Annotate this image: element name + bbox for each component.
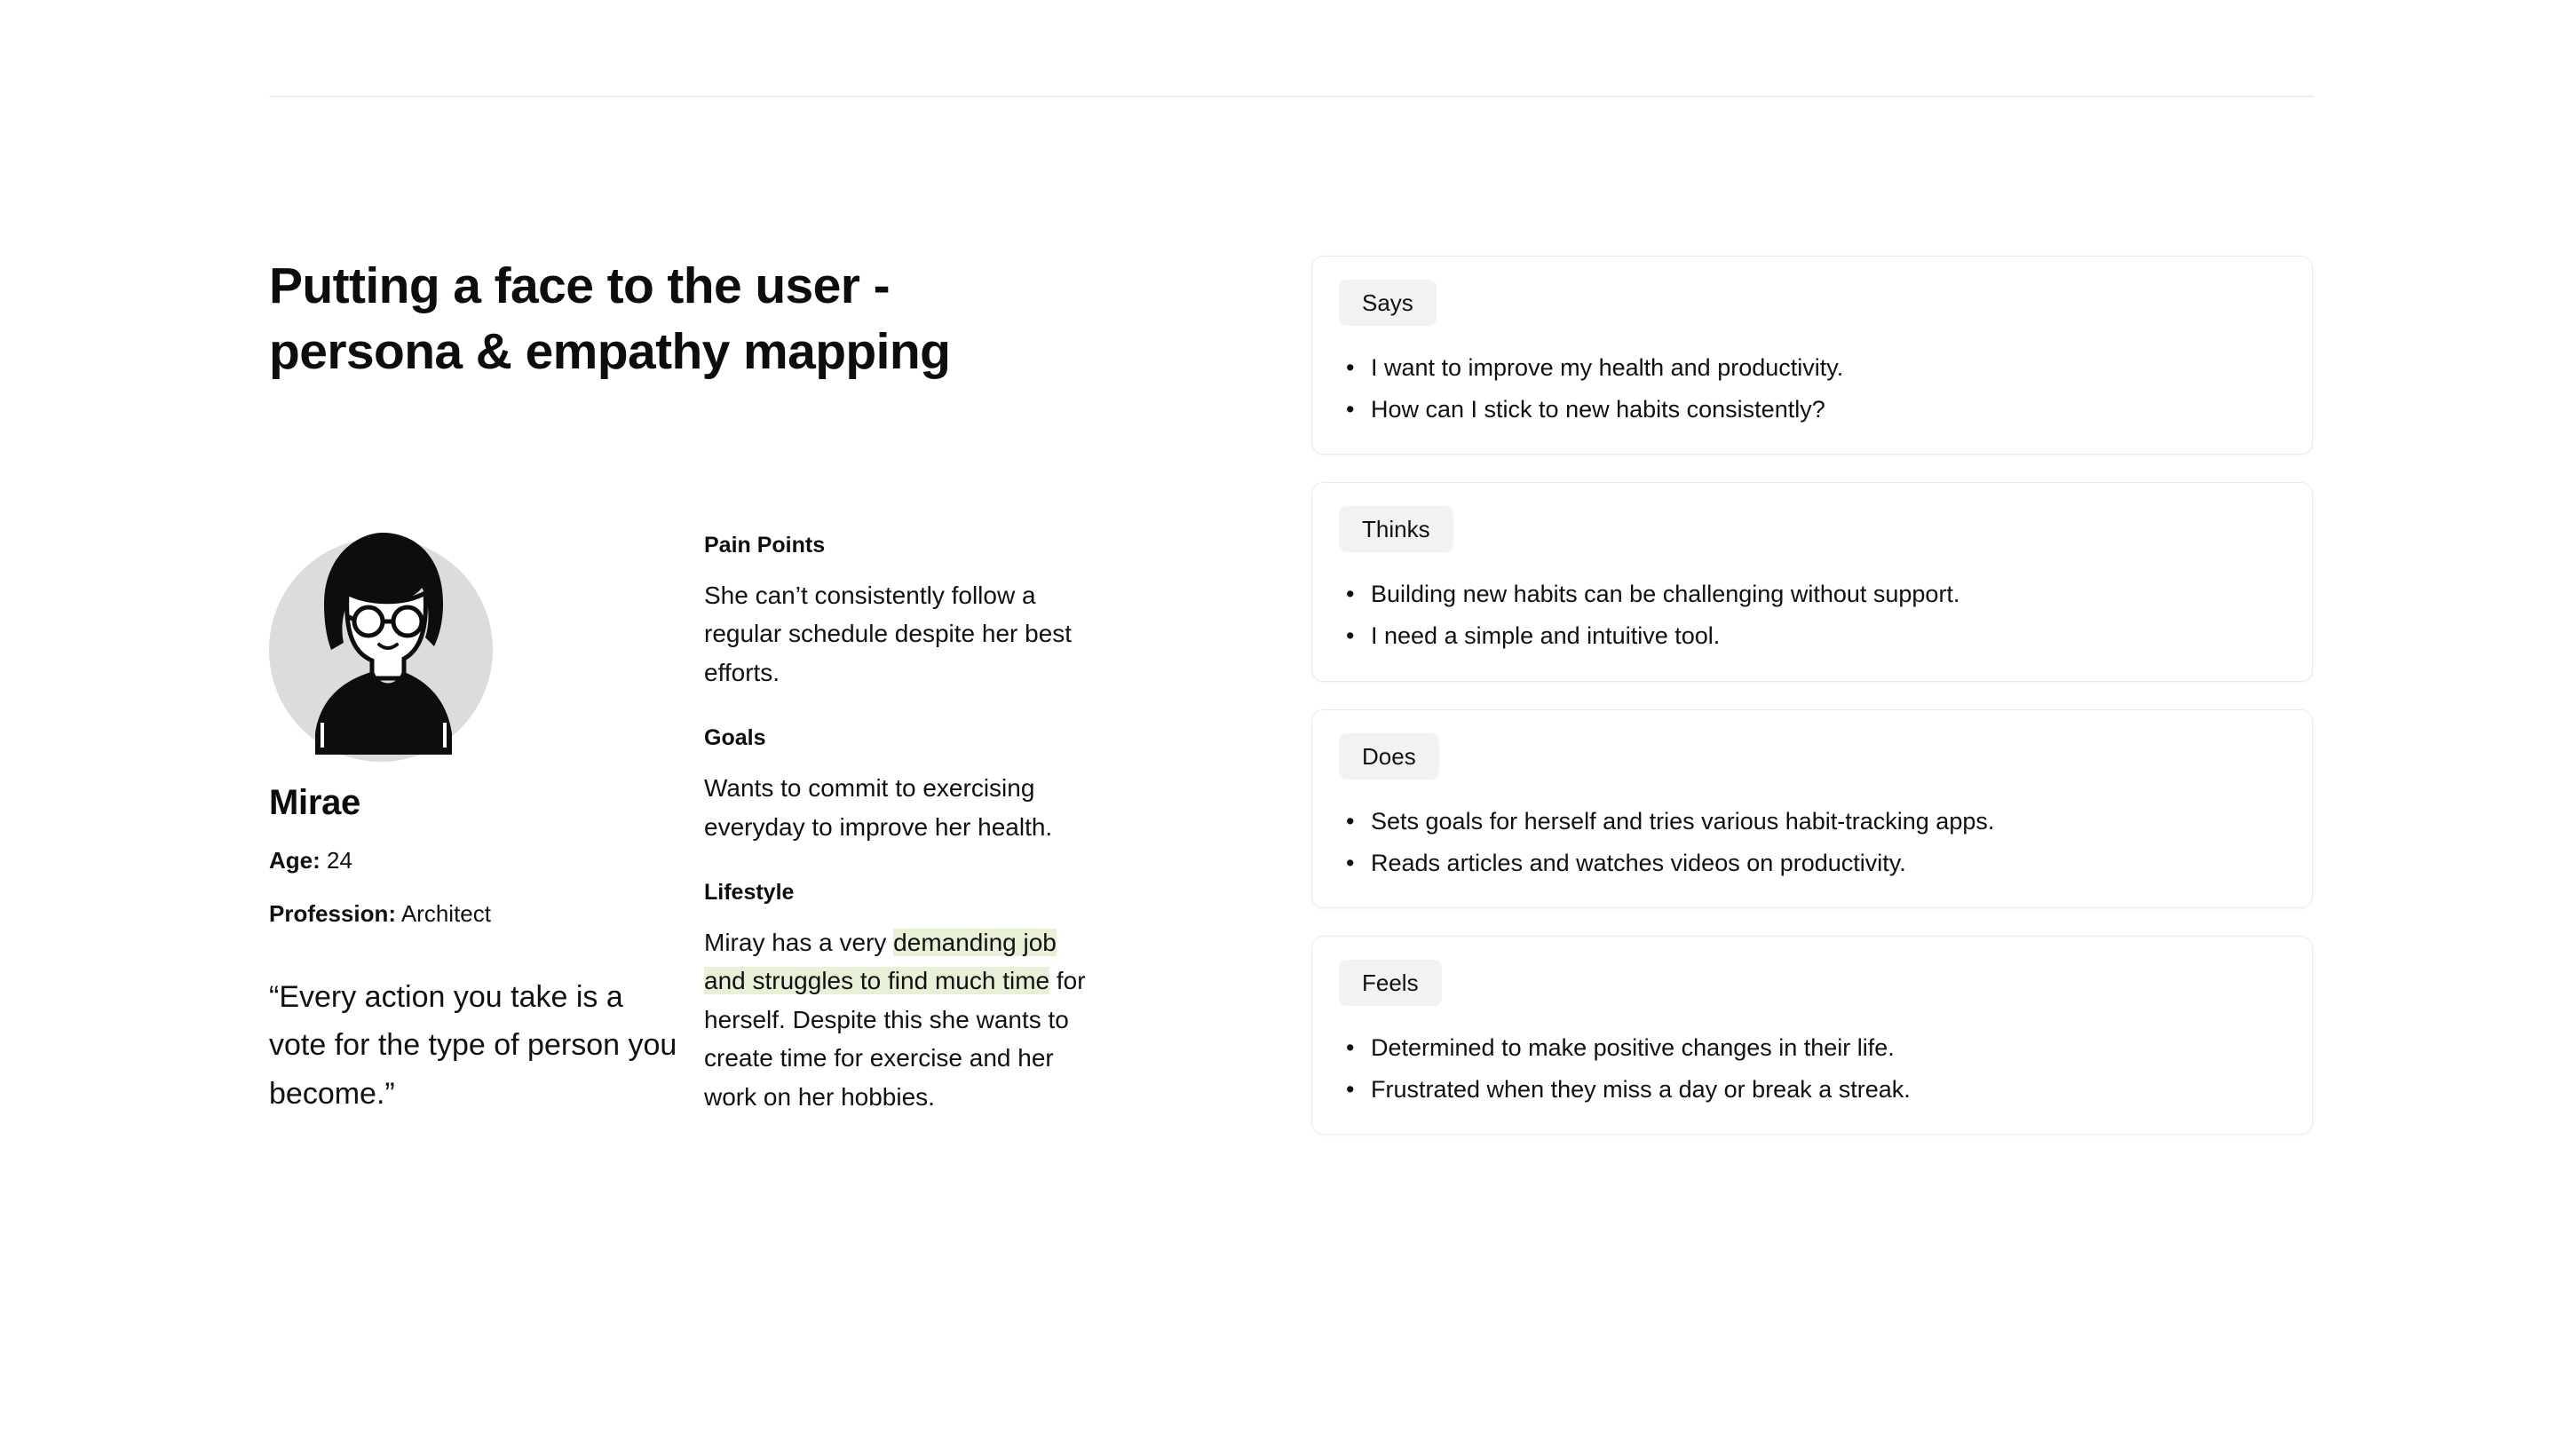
persona-age-value: 24 <box>327 847 352 874</box>
page-title-line-1: Putting a face to the user - <box>269 257 890 314</box>
empathy-card-label-feels: Feels <box>1339 960 1442 1006</box>
list-item: • Frustrated when they miss a day or break a streak. <box>1371 1072 2285 1107</box>
list-item: • I need a simple and intuitive tool. <box>1371 619 2285 653</box>
list-item: • Determined to make positive changes in their life. <box>1371 1031 2285 1065</box>
empathy-card-label-thinks: Thinks <box>1339 506 1453 552</box>
empathy-card-label-does: Does <box>1339 733 1439 779</box>
list-item: • Sets goals for herself and tries various habit-tracking apps. <box>1371 804 2285 839</box>
lifestyle-body-pre: Miray has a very <box>704 928 894 956</box>
empathy-card-does-list <box>1339 804 2285 881</box>
empathy-card-feels <box>1311 936 2313 1135</box>
lifestyle-body-post: for herself. Despite this she wants to create time for exercise and her work on her hobbies. <box>704 967 1086 1111</box>
pain-points-body: She can’t consistently follow a regular schedule despite her best efforts. <box>704 582 1073 686</box>
empathy-card-thinks <box>1311 482 2313 681</box>
empathy-card-says-list <box>1339 351 2285 427</box>
user-illustration-avatar-icon <box>269 522 493 762</box>
persona-details <box>704 533 1121 1116</box>
persona-age <box>269 844 713 876</box>
empathy-map <box>1311 256 2313 1135</box>
page-title-block <box>269 253 1104 384</box>
page-title-line-2: persona & empathy mapping <box>269 323 951 381</box>
list-item: • I want to improve my health and productivity. <box>1371 351 2285 385</box>
empathy-card-does <box>1311 709 2313 908</box>
goals-heading: Goals <box>704 725 766 751</box>
persona-quote: “Every action you take is a vote for the type of person you become.” <box>269 979 677 1111</box>
pain-points-heading: Pain Points <box>704 533 826 558</box>
empathy-card-label-says: Says <box>1339 280 1437 326</box>
lifestyle-body-highlight: demanding job and struggles to find much time <box>704 928 1057 995</box>
avatar <box>269 522 493 746</box>
persona-age-label: Age: <box>269 847 321 874</box>
persona-block <box>269 522 713 1118</box>
empathy-card-says <box>1311 256 2313 455</box>
header-divider <box>269 96 2314 97</box>
page-title <box>269 253 1068 384</box>
goals-body: Wants to commit to exercising everyday to improve her health. <box>704 774 1053 841</box>
persona-profession-label: Profession: <box>269 900 397 928</box>
lifestyle-body <box>704 923 1104 1116</box>
list-item: • Reads articles and watches videos on productivity. <box>1371 846 2285 881</box>
persona-name: Mirae <box>269 783 360 822</box>
persona-profession <box>269 898 713 930</box>
list-item: • Building new habits can be challenging without support. <box>1371 577 2285 612</box>
persona-profession-value: Architect <box>400 900 491 928</box>
empathy-card-thinks-list <box>1339 577 2285 653</box>
lifestyle-heading: Lifestyle <box>704 879 795 905</box>
list-item: • How can I stick to new habits consistently? <box>1371 392 2285 427</box>
empathy-card-feels-list <box>1339 1031 2285 1107</box>
